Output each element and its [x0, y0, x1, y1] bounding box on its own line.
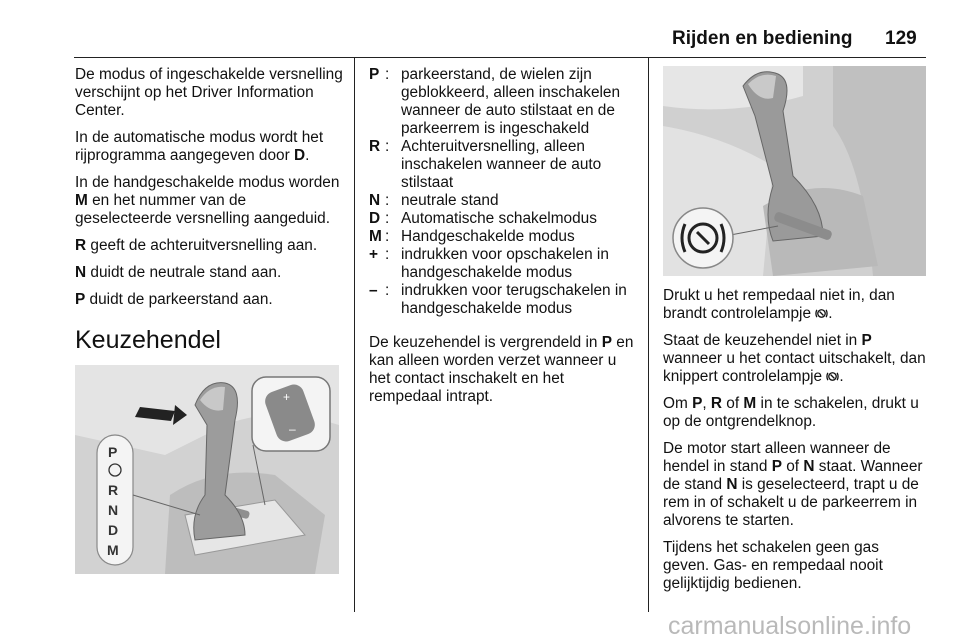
definition-separator: :	[385, 282, 390, 299]
paragraph-text: In de handgeschakelde modus worden	[75, 174, 340, 191]
paragraph	[663, 332, 929, 386]
svg-text:P: P	[108, 444, 118, 460]
paragraph-text: staat. Wanneer de stand	[663, 458, 923, 493]
column-divider-1	[354, 58, 355, 612]
paragraph-text: De motor start alleen wanneer de hendel in stand	[663, 440, 891, 475]
definition-row	[369, 192, 635, 210]
brake-warning-lamp-icon	[815, 307, 828, 320]
paragraph	[75, 66, 343, 120]
minus-icon: –	[369, 282, 378, 299]
header-rule	[74, 57, 926, 58]
gear-key: P	[771, 458, 782, 475]
paragraph	[663, 395, 929, 431]
paragraph-text: geeft de achteruitversnelling aan.	[86, 237, 318, 254]
paragraph	[75, 174, 343, 228]
gear-key: N	[803, 458, 815, 475]
page-header-title: Rijden en bediening	[672, 28, 853, 49]
definition-row	[369, 210, 635, 228]
paragraph-text: ,	[702, 395, 711, 412]
paragraph-text: en kan alleen worden verzet wanneer u het contact inschakelt en het rempedaal intrapt.	[369, 334, 634, 405]
brake-warning-lamp-icon	[826, 370, 839, 383]
brake-lamp-illustration	[663, 66, 926, 276]
paragraph-text: .	[839, 368, 844, 385]
paragraph	[663, 539, 929, 593]
paragraph-text: Tijdens het schakelen geen gas geven. Gas- en rempedaal nooit gelijktijdig bedienen.	[663, 539, 883, 592]
plus-icon: +	[369, 246, 378, 263]
paragraph-text: Om	[663, 395, 693, 412]
paragraph-text: en het nummer van de geselecteerde versnelling aangeduid.	[75, 192, 330, 227]
definition-description: parkeerstand, de wielen zijn geblokkeerd, alleen inschakelen wanneer de auto stilstaat en de parkeerrem is ingeschakeld	[401, 66, 621, 137]
column-3	[663, 287, 929, 602]
definition-description: neutrale stand	[401, 192, 499, 209]
paragraph	[663, 287, 929, 323]
gear-key: N	[726, 476, 738, 493]
definition-description: indrukken voor opschakelen in handgeschakelde modus	[401, 246, 609, 281]
paragraph-text: of	[722, 395, 744, 412]
paragraph-text: duidt de neutrale stand aan.	[86, 264, 282, 281]
definition-term: P	[369, 66, 380, 83]
definition-description: Automatische schakelmodus	[401, 210, 597, 227]
paragraph	[75, 237, 343, 255]
plus-minus-gate-icon	[252, 377, 330, 451]
paragraph-text: in te schakelen, drukt u op de ontgrendelknop.	[663, 395, 919, 430]
definition-description: indrukken voor terugschakelen in handgeschakelde modus	[401, 282, 627, 317]
gear-key: P	[75, 291, 86, 308]
paragraph	[663, 440, 929, 530]
gear-key: P	[601, 334, 612, 351]
selector-lever-figure	[75, 365, 339, 574]
gear-key: M	[75, 192, 88, 209]
paragraph-text: .	[828, 305, 833, 322]
definition-term: M	[369, 228, 382, 245]
definition-separator: :	[385, 210, 390, 227]
svg-text:N: N	[108, 502, 119, 518]
gear-key: R	[710, 395, 723, 412]
gear-key: D	[294, 147, 306, 164]
definition-row	[369, 246, 635, 282]
paragraph-text: is geselecteerd, trapt u de rem in of schakelt u de parkeerrem in alvorens te starten.	[663, 476, 919, 529]
paragraph-text: duidt de parkeerstand aan.	[85, 291, 273, 308]
gear-definition-list	[369, 66, 635, 318]
definition-separator: :	[385, 66, 390, 83]
gear-key: R	[75, 237, 87, 254]
gear-key: N	[75, 264, 87, 281]
definition-row	[369, 138, 635, 192]
page-number: 129	[885, 28, 917, 49]
definition-term: N	[369, 192, 381, 209]
paragraph-text: wanneer u het contact uitschakelt, dan knippert controlelampje	[663, 350, 926, 385]
paragraph-text: In de automatische modus wordt het rijprogramma aangegeven door	[75, 129, 324, 164]
column-2	[369, 66, 635, 415]
watermark: carmanualsonline.info	[668, 612, 912, 640]
definition-description: Handgeschakelde modus	[401, 228, 575, 245]
definition-separator: :	[385, 228, 390, 245]
svg-text:+: +	[283, 390, 291, 404]
svg-text:D: D	[108, 522, 119, 538]
column-1	[75, 66, 343, 318]
paragraph	[75, 291, 343, 309]
definition-row	[369, 228, 635, 246]
svg-text:R: R	[108, 482, 119, 498]
brake-pedal-warning-icon	[673, 208, 733, 268]
definition-term: D	[369, 210, 381, 227]
paragraph-text: Staat de keuzehendel niet in	[663, 332, 862, 349]
paragraph	[75, 129, 343, 165]
gear-key: M	[743, 395, 757, 412]
gear-key: P	[861, 332, 872, 349]
paragraph	[75, 264, 343, 282]
definition-term: R	[369, 138, 381, 155]
definition-separator: :	[385, 246, 390, 263]
paragraph	[369, 334, 635, 406]
paragraph-text: De modus of ingeschakelde versnelling verschijnt op het Driver Information Center.	[75, 66, 343, 119]
definition-separator: :	[385, 138, 390, 155]
definition-row	[369, 66, 635, 138]
definition-row	[369, 282, 635, 318]
paragraph-text: Drukt u het rempedaal niet in, dan brandt controlelampje	[663, 287, 895, 322]
definition-description: Achteruitversnelling, alleen inschakelen wanneer de auto stilstaat	[401, 138, 602, 191]
section-heading: Keuzehendel	[75, 326, 221, 354]
definition-separator: :	[385, 192, 390, 209]
paragraph-text: .	[305, 147, 310, 164]
selector-lever-illustration	[75, 365, 339, 574]
svg-text:M: M	[107, 542, 119, 558]
gear-key: P	[692, 395, 703, 412]
brake-lamp-figure	[663, 66, 926, 276]
paragraph-text: De keuzehendel is vergrendeld in	[369, 334, 602, 351]
column-divider-2	[648, 58, 649, 612]
paragraph-text: of	[781, 458, 804, 475]
svg-text:–: –	[289, 422, 296, 436]
